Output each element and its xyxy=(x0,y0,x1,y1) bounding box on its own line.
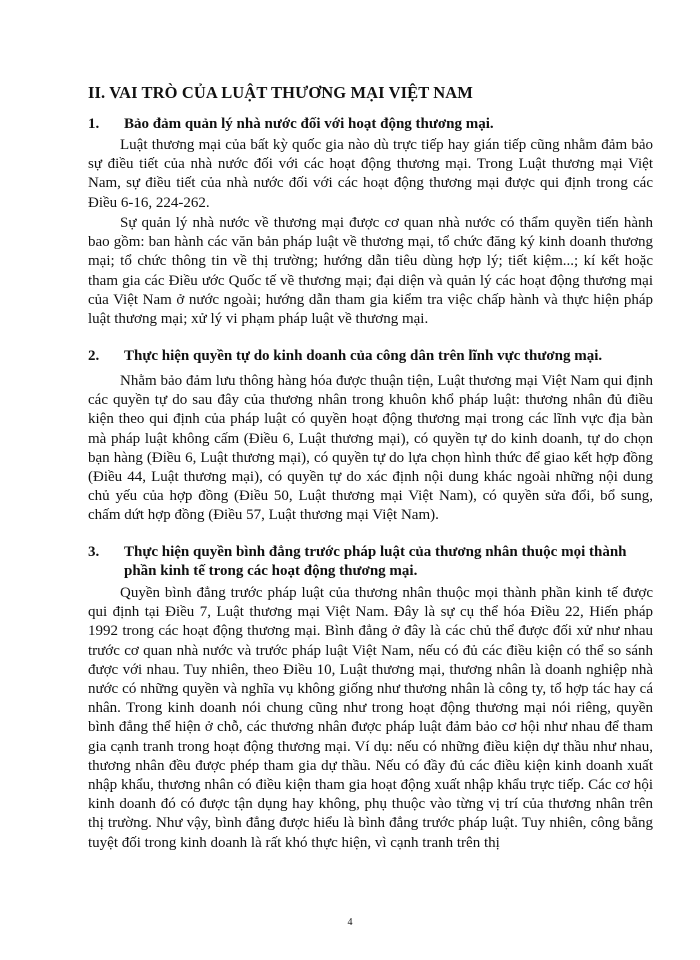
paragraph: Quyền bình đẳng trước pháp luật của thương nhân thuộc mọi thành phần kinh tế được qui định tại Điều 7, Luật thương mại Việt Nam. Đây là sự cụ thể hóa Điều 22, Hiến pháp 1992 trong các hoạt động thương mại. Bình đẳng ở đây là các chủ thể được đối xử như nhau trước cơ quan nhà nước và trước pháp luật Việt Nam, nếu có đủ các điều kiện có thể so sánh được với nhau. Tuy nhiên, theo Điều 10, Luật thương mại, thương nhân là doanh nghiệp nhà nước có những quyền và nghĩa vụ không giống như thương nhân là công ty, tổ hợp tác hay cá nhân. Trong kinh doanh nói chung cũng như trong hoạt động thương mại nói riêng, quyền bình đẳng thể hiện ở chỗ, các thương nhân được pháp luật đảm bảo cơ hội như nhau để tham gia cạnh tranh trong hoạt động thương mại. Ví dụ: nếu có những điều kiện dự thầu như nhau, thương nhân đều được phép tham gia dự thầu. Nếu có đầy đủ các điều kiện kinh doanh xuất nhập khẩu, thương nhân có điều kiện tham gia hoạt động xuất nhập khẩu trực tiếp. Các cơ hội kinh doanh đó có được tận dụng hay không, phụ thuộc vào từng vị trí của thương nhân trên thị trường. Như vậy, bình đẳng được hiểu là bình đẳng trước pháp luật. Tuy nhiên, công bằng tuyệt đối trong kinh doanh là rất khó thực hiện, vì cạnh tranh trên thị xyxy=(88,585,653,851)
heading-1 xyxy=(88,115,658,134)
paragraph: Nhằm bảo đảm lưu thông hàng hóa được thuận tiện, Luật thương mại Việt Nam qui định các quyền tự do sau đây của thương nhân trong khuôn khổ pháp luật: thương nhân đủ điều kiện theo qui định của pháp luật có quyền hoạt động thương mại trong các lĩnh vực địa bàn mà pháp luật không cấm (Điều 6, Luật thương mại), có quyền tự do kinh doanh, tự do chọn bạn hàng (Điều 6, Luật thương mại), có quyền tự do lựa chọn hình thức để giao kết hợp đồng (Điều 44, Luật thương mại), có quyền tự do xác định nội dung khác ngoài những nội dung chủ yếu của hợp đồng (Điều 50, Luật thương mại Việt Nam), có quyền sửa đổi, bổ sung, chấm dứt hợp đồng (Điều 57, Luật thương mại Việt Nam). xyxy=(88,373,653,524)
paragraph: Luật thương mại của bất kỳ quốc gia nào dù trực tiếp hay gián tiếp cũng nhằm đảm bảo sự điều tiết của nhà nước đối với các hoạt động thương mại. Trong Luật thương mại Việt Nam, sự điều tiết của nhà nước đối với các hoạt động thương mại được qui định trong các Điều 6-16, 224-262. xyxy=(88,137,653,211)
heading-3 xyxy=(88,543,658,581)
heading-number: 1. xyxy=(88,116,100,132)
heading-2 xyxy=(88,347,658,366)
paragraph: Sự quản lý nhà nước về thương mại được cơ quan nhà nước có thẩm quyền tiến hành bao gồm: ban hành các văn bản pháp luật về thương mại, tổ chức đăng ký kinh doanh thương mại; tổ chức thông tin về thị trường; hướng dẫn tiêu dùng hợp lý; tiết kiệm...; kí kết hoặc tham gia các Điều ước Quốc tế về thương mại; đại diện và quản lý các hoạt động thương mại của Việt Nam ở nước ngoài; hướng dẫn tham gia kiểm tra việc chấp hành và thực hiện pháp luật thương mại; xử lý vi phạm pháp luật về thương mại. xyxy=(88,215,653,328)
heading-text: Thực hiện quyền tự do kinh doanh của công dân trên lĩnh vực thương mại. xyxy=(124,348,603,364)
heading-text: Bảo đảm quản lý nhà nước đối với hoạt động thương mại. xyxy=(124,116,494,132)
heading-number: 3. xyxy=(88,544,100,560)
heading-text: Thực hiện quyền bình đẳng trước pháp luật của thương nhân thuộc mọi thành phần kinh tế trong các hoạt động thương mại. xyxy=(124,544,627,579)
section-title: II. VAI TRÒ CỦA LUẬT THƯƠNG MẠI VIỆT NAM xyxy=(88,83,473,102)
page-number: 4 xyxy=(347,917,353,928)
heading-number: 2. xyxy=(88,348,100,364)
